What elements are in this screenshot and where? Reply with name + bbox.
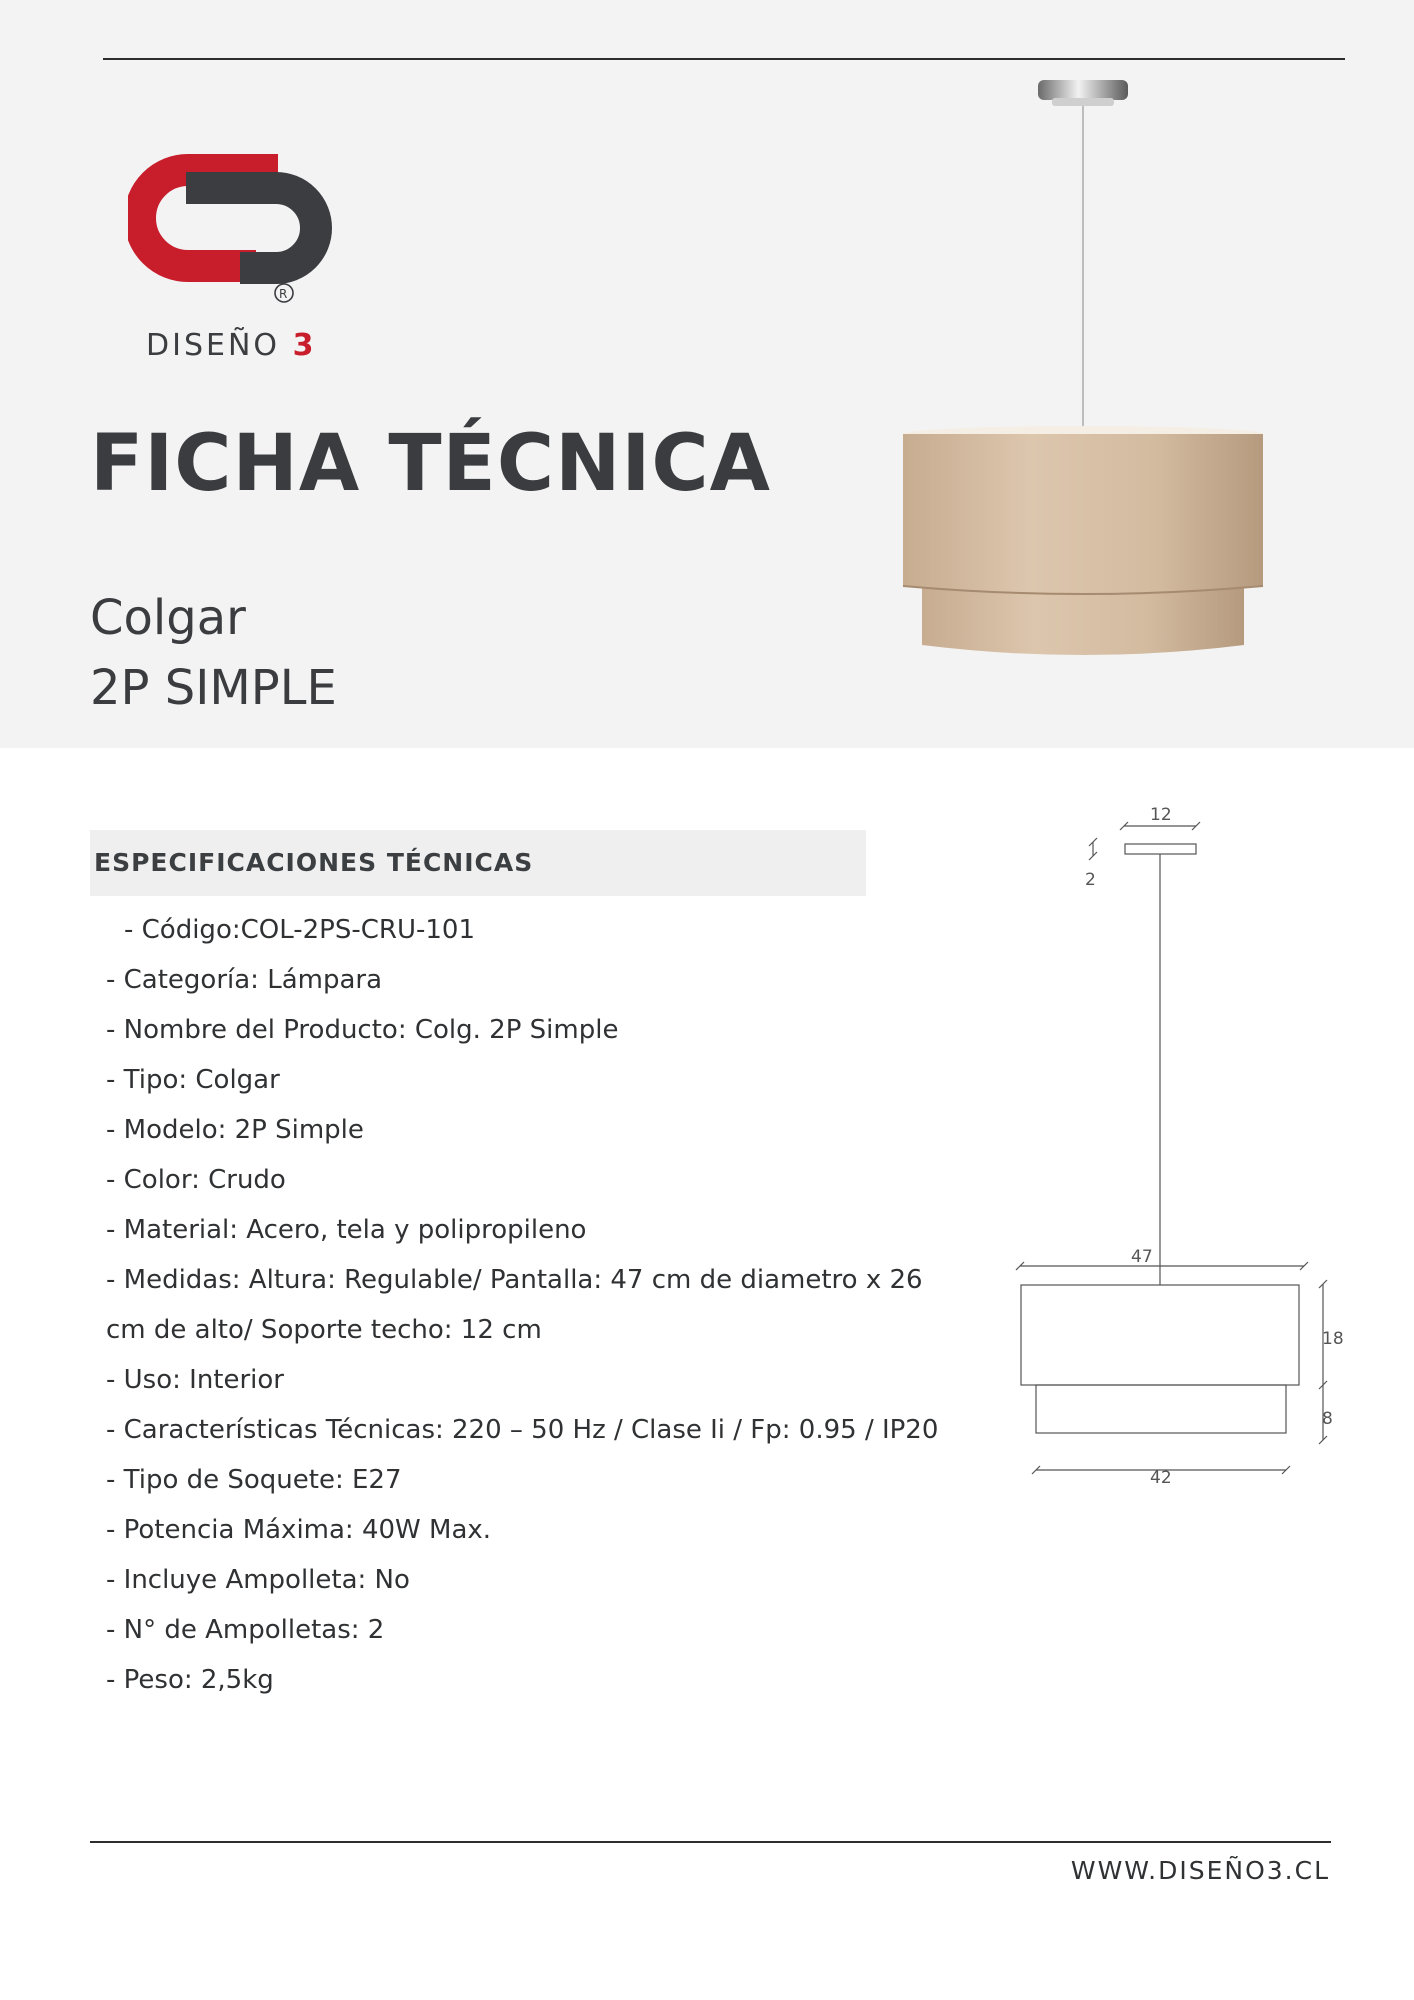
spec-item: - Tipo de Soquete: E27 — [106, 1465, 402, 1495]
website-url[interactable]: WWW.DISEÑO3.CL — [1070, 1856, 1330, 1885]
specs-list — [90, 905, 960, 1705]
top-divider — [103, 58, 1345, 60]
brand-wordmark — [146, 328, 316, 363]
product-subtitle — [90, 583, 337, 723]
dim-shade-bottom-width: 42 — [1150, 1468, 1172, 1488]
spec-item: - Potencia Máxima: 40W Max. — [106, 1515, 492, 1545]
dim-shade-top-height: 18 — [1322, 1329, 1344, 1349]
subtitle-type: Colgar — [90, 590, 246, 646]
svg-text:R: R — [279, 287, 288, 301]
dim-canopy-height: 2 — [1085, 870, 1096, 890]
spec-item: - Uso: Interior — [106, 1365, 285, 1395]
spec-item: - Medidas: Altura: Regulable/ Pantalla: 47 cm de diametro x 26 cm de alto/ Soporte techo: 12 cm — [106, 1265, 923, 1345]
brand-number: 3 — [292, 328, 317, 363]
spec-item: - Características Técnicas: 220 – 50 Hz / Clase Ii / Fp: 0.95 / IP20 — [106, 1415, 939, 1445]
spec-item: - Código:COL-2PS-CRU-101 — [124, 915, 475, 945]
specs-heading: ESPECIFICACIONES TÉCNICAS — [90, 830, 866, 896]
dim-shade-top-width: 47 — [1131, 1247, 1153, 1267]
brand-name: DISEÑO — [146, 328, 281, 363]
spec-item: - N° de Ampolletas: 2 — [106, 1615, 385, 1645]
spec-item: - Modelo: 2P Simple — [106, 1115, 364, 1145]
dim-shade-bottom-height: 8 — [1322, 1409, 1333, 1429]
dim-canopy-width: 12 — [1150, 805, 1172, 825]
spec-item: - Nombre del Producto: Colg. 2P Simple — [106, 1015, 619, 1045]
subtitle-model: 2P SIMPLE — [90, 660, 337, 716]
bottom-divider — [90, 1841, 1331, 1843]
spec-item: - Peso: 2,5kg — [106, 1665, 274, 1695]
spec-item: - Incluye Ampolleta: No — [106, 1565, 410, 1595]
spec-item: - Color: Crudo — [106, 1165, 286, 1195]
spec-item: - Tipo: Colgar — [106, 1065, 280, 1095]
spec-item: - Categoría: Lámpara — [106, 965, 383, 995]
spec-item: - Material: Acero, tela y polipropileno — [106, 1215, 587, 1245]
dimension-diagram — [990, 790, 1350, 1500]
product-photo — [880, 70, 1280, 670]
brand-logo — [128, 128, 343, 313]
page-title: FICHA TÉCNICA — [90, 419, 771, 509]
